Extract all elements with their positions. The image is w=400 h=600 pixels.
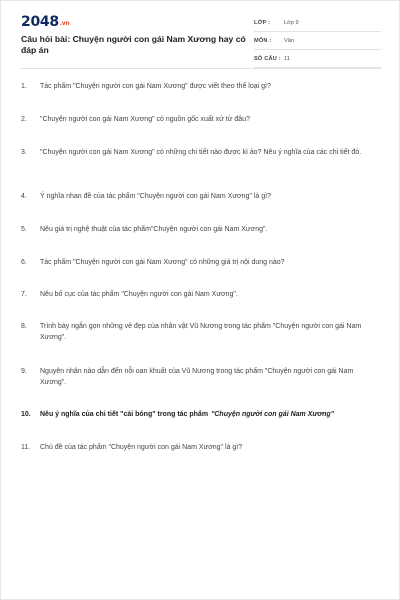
question-text: "Chuyện người con gái Nam Xương" có những chi tiết nào được kì ảo? Nêu ý nghĩa của các chi tiết đó.: [40, 149, 362, 156]
meta-row-grade: [254, 15, 381, 32]
question-number: 8.: [21, 323, 27, 330]
question-text: [40, 409, 381, 420]
meta-row-question-count: [254, 51, 381, 68]
question-number: 6.: [21, 259, 27, 266]
question-text: Chủ đề của tác phẩm "Chuyện người con gái Nam Xương" là gì?: [40, 444, 243, 451]
meta-label: MÔN :: [254, 38, 272, 44]
meta-value: 11: [284, 56, 290, 62]
question-number: 7.: [21, 291, 27, 298]
question-text-main: Nêu ý nghĩa của chi tiết "cái bóng" trong tác phẩm: [40, 411, 209, 418]
meta-label: LỚP :: [254, 20, 271, 26]
question-item: [21, 114, 381, 125]
document-title: Câu hỏi bài: Chuyện người con gái Nam Xương hay có đáp án: [21, 34, 246, 55]
question-text: "Chuyện người con gái Nam Xương" có nguồn gốc xuất xứ từ đâu?: [40, 116, 250, 123]
logo-suffix: .vn: [59, 20, 70, 27]
meta-row-subject: [254, 33, 381, 50]
question-number: 3.: [21, 149, 27, 156]
meta-value: Văn: [284, 38, 294, 44]
question-text: Tác phẩm "Chuyện người con gái Nam Xương" được viết theo thể loại gì?: [40, 83, 271, 90]
question-item: [21, 81, 381, 92]
question-number: 9.: [21, 368, 27, 375]
header-divider: [21, 68, 381, 69]
question-number: 10.: [21, 411, 31, 418]
meta-info: [254, 15, 381, 69]
question-number: 5.: [21, 226, 27, 233]
question-text: Ý nghĩa nhan đề của tác phẩm "Chuyện người con gái Nam Xương" là gì?: [40, 193, 271, 200]
question-text: Nêu giá trị nghệ thuật của tác phẩm"Chuyện người con gái Nam Xương".: [40, 226, 268, 233]
question-number: 11.: [21, 444, 31, 451]
question-item: [21, 147, 381, 158]
question-text: Nêu bố cục của tác phẩm "Chuyện người con gái Nam Xương".: [40, 291, 238, 298]
document-header: [1, 1, 400, 63]
question-item: [21, 442, 381, 453]
question-number: 1.: [21, 83, 27, 90]
question-number: 2.: [21, 116, 27, 123]
question-item: [21, 191, 381, 202]
question-item: [21, 366, 381, 388]
question-text-italic: "Chuyện người con gái Nam Xương": [211, 411, 334, 418]
logo-main: 2048: [21, 14, 59, 30]
question-item: [21, 321, 381, 343]
question-item: [21, 224, 381, 235]
question-item: [21, 409, 381, 420]
question-text: Trình bày ngắn gọn những vẻ đẹp của nhân vật Vũ Nương trong tác phẩm "Chuyện người con gái Nam Xương".: [40, 323, 362, 341]
site-logo[interactable]: [21, 14, 69, 30]
question-number: 4.: [21, 193, 27, 200]
meta-value: Lớp 9: [284, 20, 299, 26]
question-item: [21, 289, 381, 300]
meta-label: SỐ CÂU :: [254, 56, 281, 62]
question-item: [21, 257, 381, 268]
question-text: Nguyên nhân nào dẫn đến nỗi oan khuất của Vũ Nương trong tác phẩm "Chuyện người con gái Nam Xương".: [40, 368, 354, 386]
question-text: Tác phẩm "Chuyện người con gái Nam Xương" có những giá trị nội dung nào?: [40, 259, 285, 266]
